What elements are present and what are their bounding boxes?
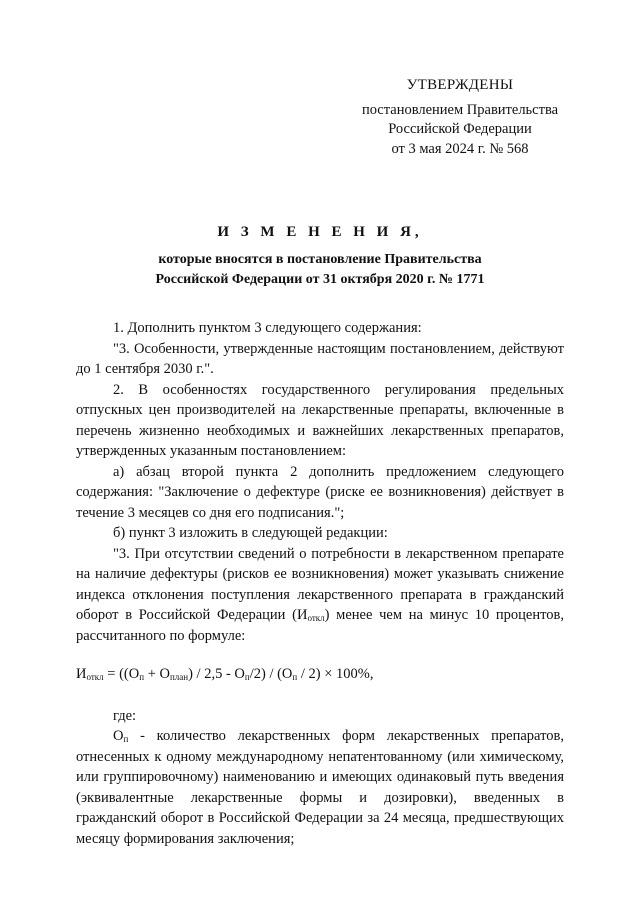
formula-subscript: п — [139, 672, 145, 682]
approval-stamp — [330, 76, 590, 159]
formula-part: /2) / (О — [249, 666, 293, 682]
paragraph-3: 2. В особенностях государственного регулирования предельных отпускных цен производителей на лекарственные препараты, включенные в перечень жизненно необходимых и важнейших лекарственных препаратов, утвержденных указанным постановлением: — [76, 381, 564, 459]
paragraph-4: а) абзац второй пункта 2 дополнить предложением следующего содержания: "Заключение о дефектуре (риске ее возникновения) действует в течение 3 месяцев со дня его подписания."; — [76, 463, 564, 521]
paragraph-where: где: — [113, 707, 137, 724]
formula-part: + О — [144, 666, 170, 682]
formula-subscript: п — [244, 672, 250, 682]
formula-subscript: п — [292, 672, 298, 682]
formula-part: / 2) × 100%, — [297, 666, 374, 682]
formula-part: = ((О — [103, 666, 140, 682]
paragraph-definition — [76, 726, 564, 849]
paragraph-2: "3. Особенности, утвержденные настоящим постановлением, действуют до 1 сентября 2030 г.". — [76, 340, 564, 377]
document-body — [76, 318, 564, 849]
approval-line: постановлением Правительства — [361, 101, 559, 118]
definition-symbol: О — [113, 728, 124, 744]
definition-subscript: п — [123, 734, 129, 744]
p6-subscript: откл — [307, 613, 325, 623]
p6-start: "3. При отсутствии сведений о потребности в лекарственном препарате на наличие дефектуры (рисков ее возникновения) может указывать снижение индекса отклонения поступления лекарственного препарата в гражданский оборот в Российской Федерации (И — [76, 545, 564, 623]
paragraph-1: 1. Дополнить пунктом 3 следующего содержания: — [113, 320, 422, 336]
formula-part: ) / 2,5 - О — [188, 666, 245, 682]
definition-text: - количество лекарственных форм лекарственных препаратов, отнесенных к одному международному непатентованному (или химическому, или группировочному) наименованию и имеющих одинаковый путь введения (эквивалентные лекарственные формы и дозировки), введенных в гражданский оборот в Российской Федерации за 24 месяца, предшествующих месяцу формирования заключения; — [76, 728, 564, 847]
formula-subscript: откл — [86, 672, 104, 682]
title-subtitle-line-1: которые вносятся в постановление Правительства — [158, 252, 482, 267]
formula — [76, 664, 564, 685]
title-main: И З М Е Н Е Н И Я, — [217, 224, 423, 240]
paragraph-6 — [76, 544, 564, 647]
p6-end: ) менее чем на минус 10 процентов, рассчитанного по формуле: — [76, 607, 564, 644]
document-title — [60, 224, 580, 290]
approval-line: Российской Федерации — [388, 121, 532, 137]
approval-heading: УТВЕРЖДЕНЫ — [406, 77, 514, 93]
approval-date-line: от 3 мая 2024 г. № 568 — [391, 140, 529, 157]
title-subtitle-line-2: Российской Федерации от 31 октября 2020 г. № 1771 — [155, 272, 485, 287]
formula-subscript: план — [169, 672, 189, 682]
formula-part: И — [76, 666, 87, 682]
paragraph-5: б) пункт 3 изложить в следующей редакции: — [113, 525, 388, 541]
